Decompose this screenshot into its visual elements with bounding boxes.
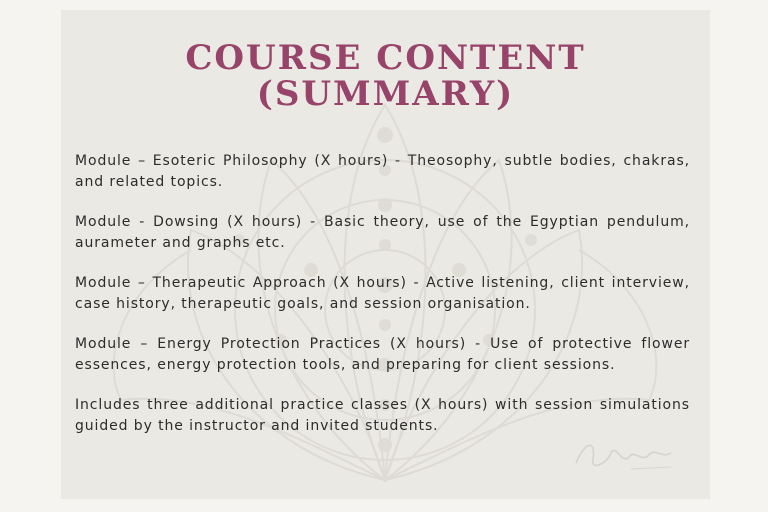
course-content-list (75, 151, 690, 456)
handwritten-signature-icon (571, 435, 681, 481)
title-line-1: COURSE CONTENT (185, 38, 586, 78)
content-card (61, 10, 710, 499)
practice-classes-note: Includes three additional practice classes (X hours) with session simulations guided by the instructor and invited students. (75, 397, 690, 434)
module-therapeutic-approach: Module – Therapeutic Approach (X hours) - Active listening, client interview, case history, therapeutic goals, and session organisation. (75, 275, 690, 312)
module-dowsing: Module - Dowsing (X hours) - Basic theory, use of the Egyptian pendulum, aurameter and graphs etc. (75, 214, 690, 251)
module-esoteric-philosophy: Module – Esoteric Philosophy (X hours) - Theosophy, subtle bodies, chakras, and related topics. (75, 153, 690, 190)
module-energy-protection: Module – Energy Protection Practices (X hours) - Use of protective flower essences, energy protection tools, and preparing for client sessions. (75, 336, 690, 373)
page-title (61, 40, 710, 112)
title-line-2: (SUMMARY) (256, 74, 515, 114)
